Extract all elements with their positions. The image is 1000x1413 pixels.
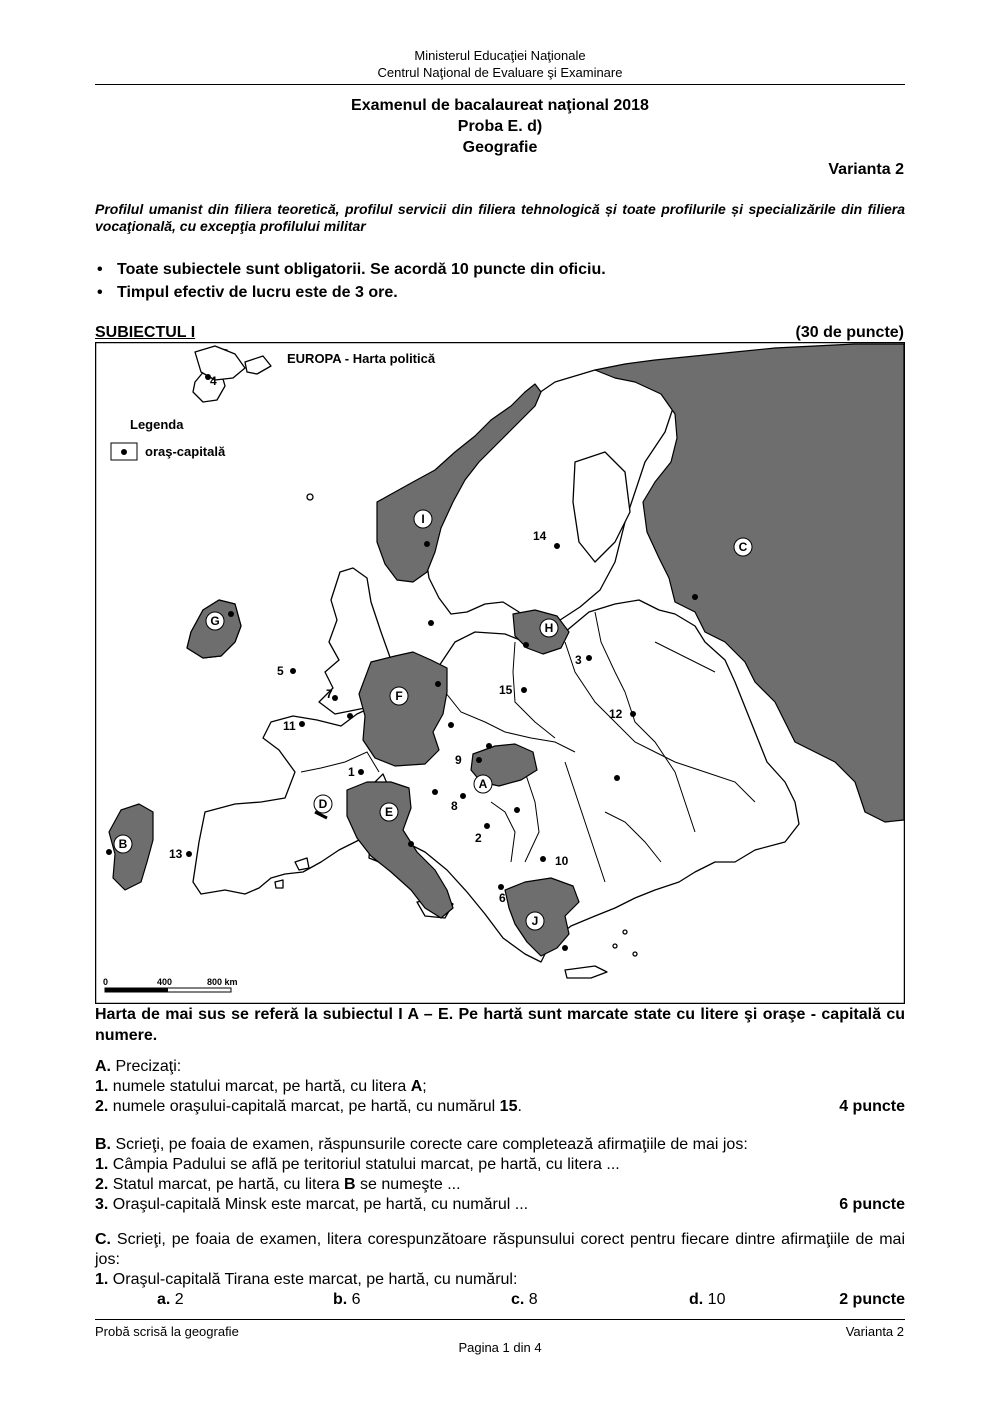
part-b-label: B. xyxy=(95,1136,111,1153)
svg-text:14: 14 xyxy=(533,529,547,543)
map-title: EUROPA - Harta politică xyxy=(287,351,436,366)
option-c: c. 8 xyxy=(511,1291,538,1308)
part-c-intro: Scrieţi, pe foaia de examen, litera corespunzătoare răspunsului corect pentru fiecare dintre afirmaţiile de mai jos: xyxy=(95,1231,905,1268)
instruction-item: • Toate subiectele sunt obligatorii. Se acordă 10 puncte din oficiu. xyxy=(95,258,905,281)
part-b-item2-text-b: se numeşte ... xyxy=(360,1176,461,1193)
part-c-points: 2 puncte xyxy=(839,1291,905,1308)
part-c-item1-num: 1. xyxy=(95,1271,109,1288)
svg-text:J: J xyxy=(531,914,539,928)
svg-text:E: E xyxy=(384,805,394,819)
svg-text:400: 400 xyxy=(157,977,173,987)
label-J xyxy=(526,912,544,930)
part-a-item2-end: . xyxy=(517,1098,522,1115)
svg-text:9: 9 xyxy=(455,753,462,767)
part-c xyxy=(95,1230,905,1310)
svg-text:5: 5 xyxy=(277,664,284,678)
svg-text:12: 12 xyxy=(609,707,623,721)
state-F-germany xyxy=(359,652,447,766)
label-H xyxy=(540,619,558,637)
part-b-item3-num: 3. xyxy=(95,1196,109,1213)
part-a-item2-num: 2. xyxy=(95,1098,109,1115)
ministry-line: Ministerul Educaţiei Naţionale xyxy=(414,48,586,63)
part-b-item2-num: 2. xyxy=(95,1176,109,1193)
label-D xyxy=(314,795,332,813)
svg-text:2: 2 xyxy=(475,831,482,845)
svg-text:3: 3 xyxy=(575,653,582,667)
label-F xyxy=(390,687,408,705)
section-title: SUBIECTUL I xyxy=(95,324,196,341)
part-a-intro: Precizaţi: xyxy=(115,1058,182,1075)
page-number: Pagina 1 din 4 xyxy=(458,1340,542,1355)
label-A xyxy=(474,775,492,793)
header-rule xyxy=(95,84,905,85)
option-b: b. 6 xyxy=(333,1291,361,1308)
svg-text:G: G xyxy=(210,614,220,628)
label-I xyxy=(414,510,432,528)
exam-variant: Varianta 2 xyxy=(828,161,904,178)
svg-text:A: A xyxy=(478,777,488,791)
part-b xyxy=(95,1135,905,1215)
svg-text:800 km: 800 km xyxy=(207,977,238,987)
section-points: (30 de puncte) xyxy=(795,324,904,341)
svg-text:6: 6 xyxy=(499,891,506,905)
part-c-label: C. xyxy=(95,1231,111,1248)
svg-text:4: 4 xyxy=(210,374,217,388)
part-b-intro: Scrieţi, pe foaia de examen, răspunsurile corecte care completează afirmaţiile de mai jos: xyxy=(115,1136,748,1153)
exam-subject: Geografie xyxy=(462,139,538,156)
svg-text:13: 13 xyxy=(169,847,183,861)
part-a-item1-bold: A xyxy=(410,1078,423,1095)
part-a-points: 4 puncte xyxy=(839,1098,905,1115)
part-b-item2-text-a: Statul marcat, pe hartă, cu litera xyxy=(112,1176,340,1193)
footer-rule xyxy=(95,1319,905,1320)
center-line: Centrul Naţional de Evaluare şi Examinare xyxy=(377,65,623,80)
instruction-item: • Timpul efectiv de lucru este de 3 ore. xyxy=(95,281,905,304)
part-a xyxy=(95,1057,905,1117)
option-a: a. 2 xyxy=(157,1291,184,1308)
footer-right: Varianta 2 xyxy=(845,1324,904,1339)
part-a-item2-text: numele oraşului-capitală marcat, pe hartă, cu numărul xyxy=(112,1098,496,1115)
svg-text:7: 7 xyxy=(326,687,333,701)
label-G xyxy=(206,612,224,630)
part-b-item1-num: 1. xyxy=(95,1156,109,1173)
svg-text:F: F xyxy=(395,689,403,703)
part-c-item1-text: Oraşul-capitală Tirana este marcat, pe hartă, cu numărul: xyxy=(112,1271,518,1288)
svg-text:10: 10 xyxy=(555,854,569,868)
part-a-item1-end: ; xyxy=(422,1078,427,1095)
part-b-points: 6 puncte xyxy=(839,1196,905,1213)
svg-text:H: H xyxy=(544,621,554,635)
svg-text:15: 15 xyxy=(499,683,513,697)
part-a-item2-bold: 15 xyxy=(499,1098,518,1115)
legend-dot xyxy=(121,449,127,455)
part-b-item2-bold: B xyxy=(344,1176,356,1193)
profile-text: Profilul umanist din filiera teoretică, profilul servicii din filiera tehnologică și toate profilurile și specializările din filiera vocaţională, cu excepţia profilului militar xyxy=(95,201,905,234)
europe-political-map xyxy=(95,342,905,1004)
svg-text:I: I xyxy=(421,512,425,526)
svg-text:1: 1 xyxy=(348,765,355,779)
svg-text:8: 8 xyxy=(451,799,458,813)
map-caption: Harta de mai sus se referă la subiectul I A – E. Pe hartă sunt marcate state cu litere şi oraşe - capitală cu numere. xyxy=(95,1006,905,1044)
svg-text:D: D xyxy=(318,797,328,811)
legend-label: oraş-capitală xyxy=(145,444,226,459)
svg-text:B: B xyxy=(118,837,128,851)
svg-text:0: 0 xyxy=(103,977,109,987)
legend-title: Legenda xyxy=(130,417,184,432)
label-C xyxy=(734,538,752,556)
footer-left: Probă scrisă la geografie xyxy=(95,1324,239,1339)
part-a-label: A. xyxy=(95,1058,111,1075)
exam-title: Examenul de bacalaureat naţional 2018 xyxy=(351,97,649,114)
svg-text:11: 11 xyxy=(283,719,296,733)
part-a-item1-num: 1. xyxy=(95,1078,109,1095)
part-b-item3-text: Oraşul-capitală Minsk este marcat, pe hartă, cu numărul ... xyxy=(112,1196,529,1213)
instructions-list xyxy=(95,258,905,304)
label-E xyxy=(380,803,398,821)
part-b-item1-text: Câmpia Padului se află pe teritoriul statului marcat, pe hartă, cu litera ... xyxy=(112,1156,620,1173)
option-d: d. 10 xyxy=(689,1291,726,1308)
exam-proba: Proba E. d) xyxy=(457,118,543,135)
label-B xyxy=(114,835,132,853)
svg-text:C: C xyxy=(738,540,748,554)
part-a-item1-text: numele statului marcat, pe hartă, cu litera xyxy=(112,1078,407,1095)
